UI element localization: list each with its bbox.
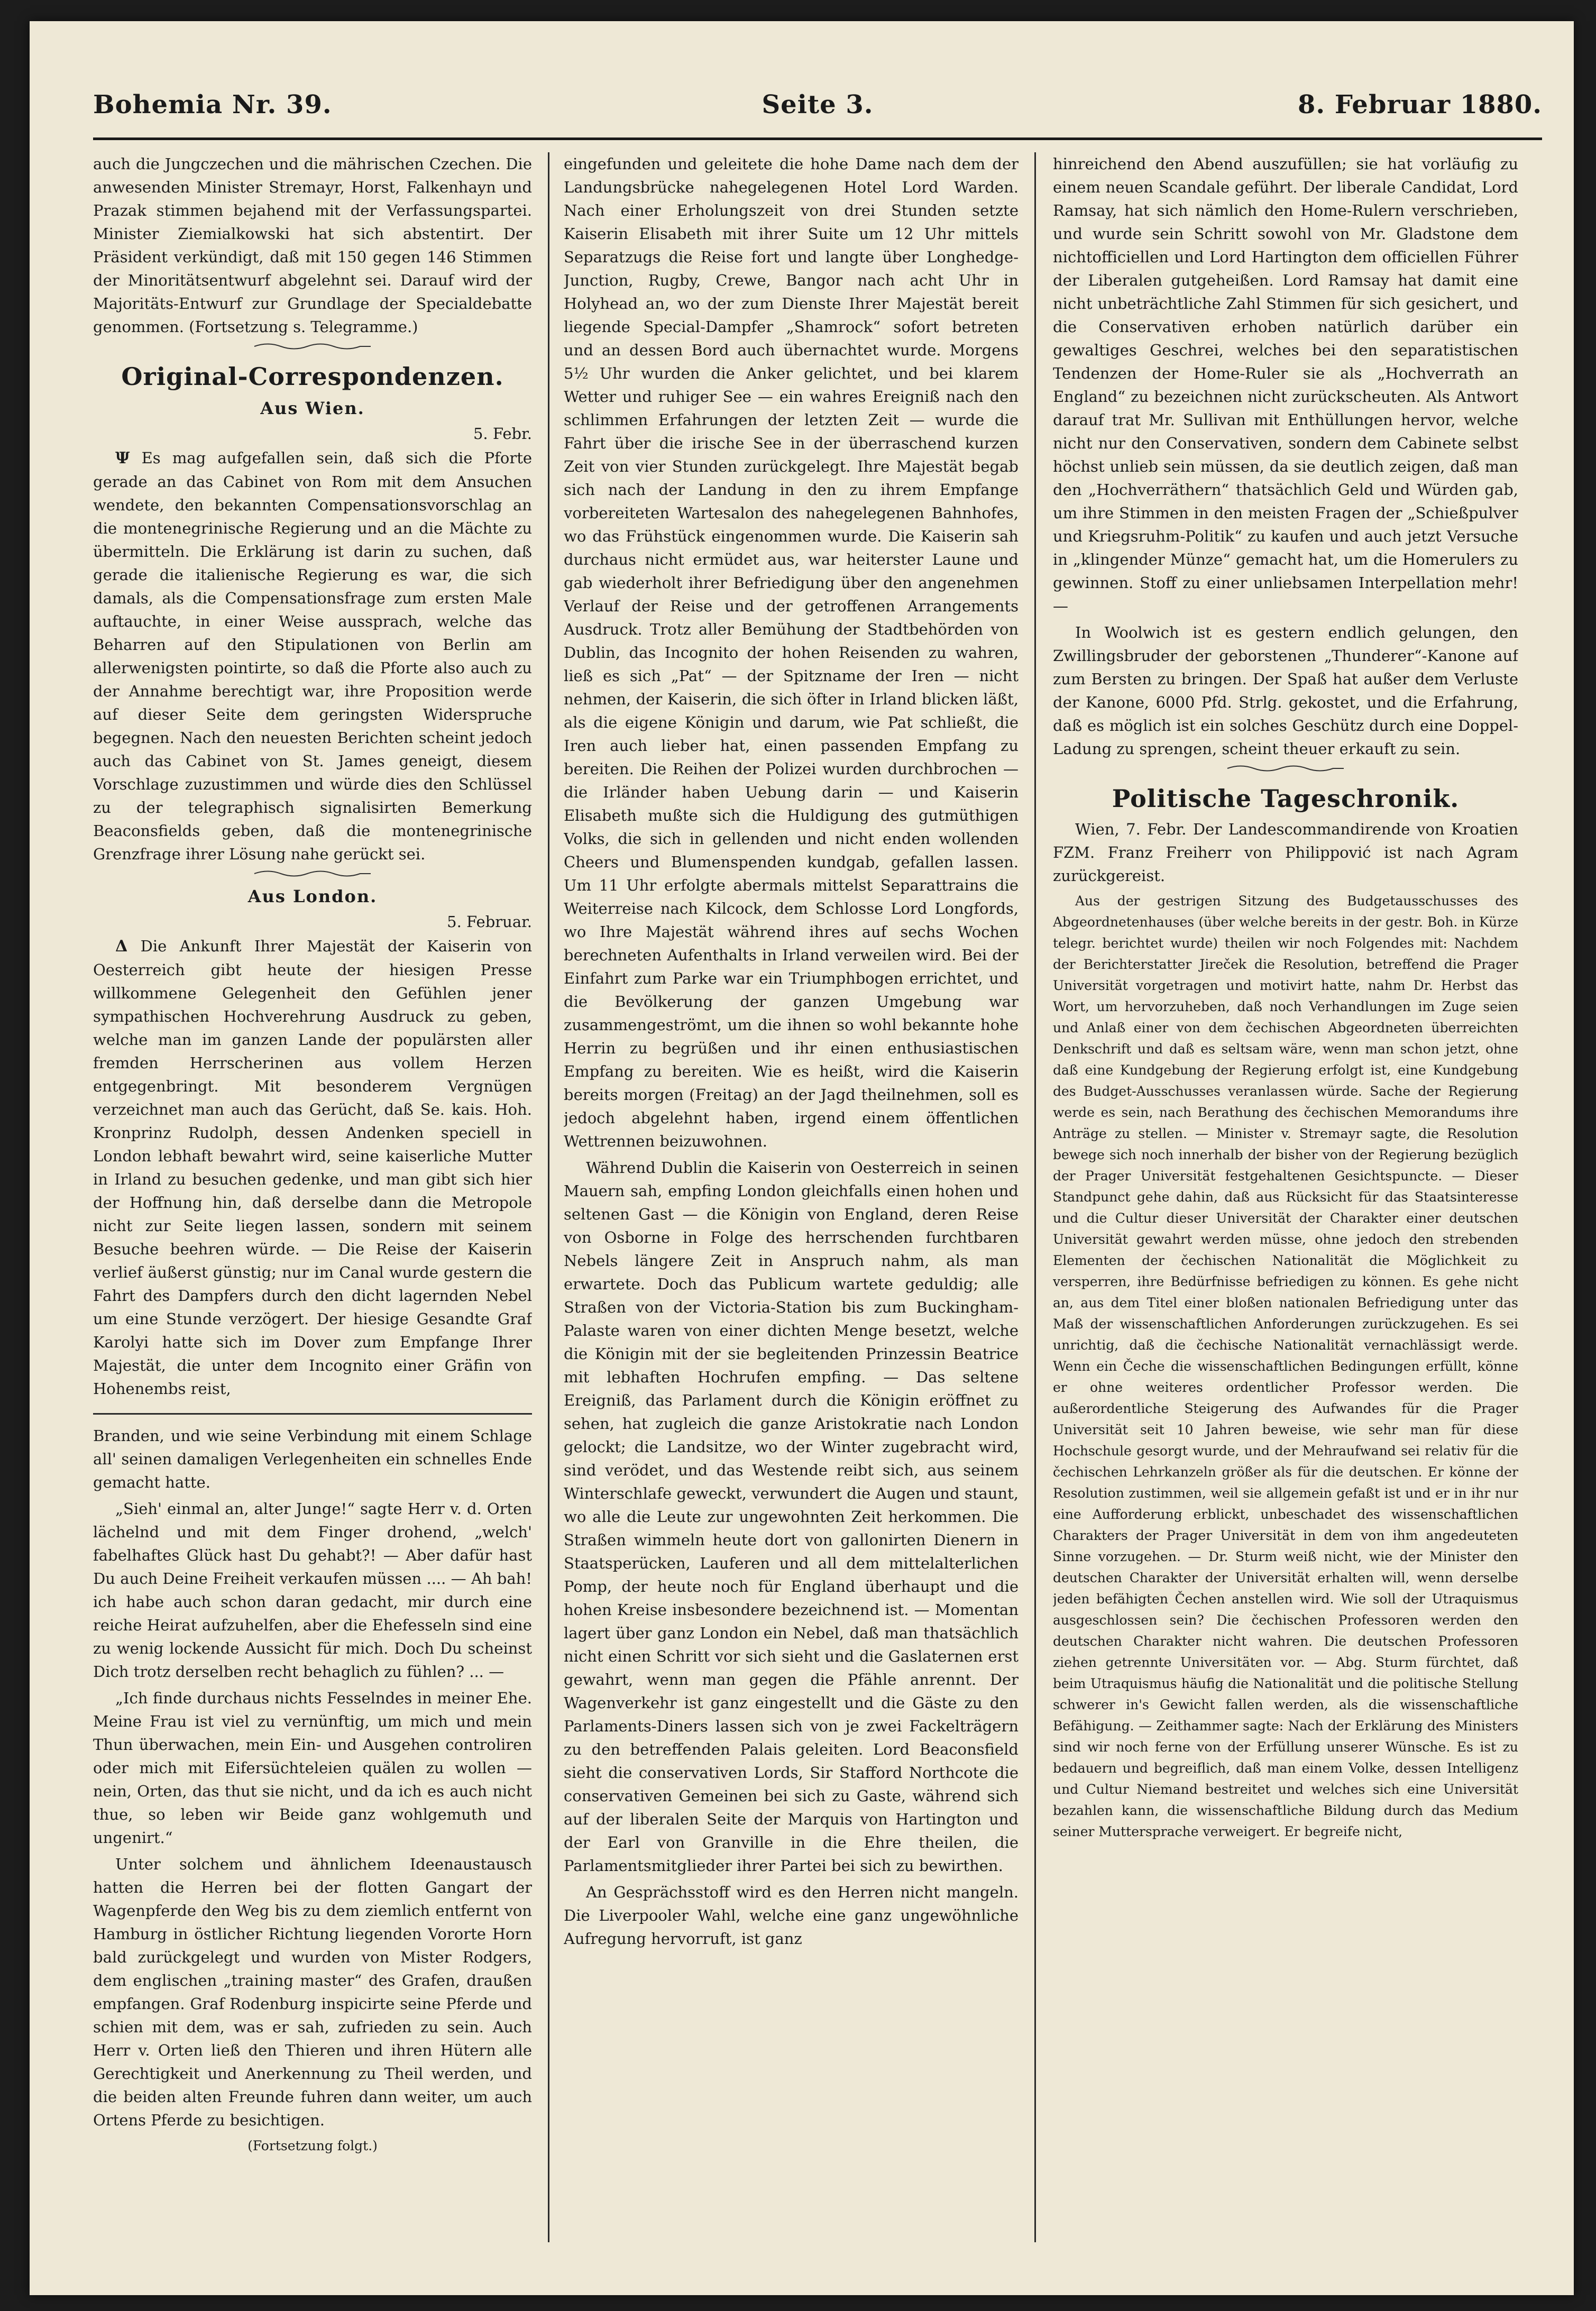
dateline-london: 5. Februar. <box>447 913 532 931</box>
column-divider-right <box>1034 152 1036 2242</box>
article-paragraph: An Gesprächsstoff wird es den Herren nicht mangeln. Die Liverpooler Wahl, welche eine ganz ungewöhnliche Aufregung hervorruft, ist ganz <box>564 1883 1019 1948</box>
article-london <box>93 934 532 1400</box>
feuilleton-paragraph: Unter solchem und ähnlichem Ideenaustausch hatten die Herren bei der flotten Gangart der Wagenpferde den Weg bis zu dem ziemlich entfernt von Hamburg in östlicher Richtung liegenden Vororte Horn bald zurückgelegt und wurden von Mister Rodgers, dem englischen „training master“ des Grafen, draußen empfangen. Graf Rodenburg inspicirte seine Pferde und schien mit dem, was er sah, zufrieden zu sein. Auch Herr v. Orten ließ den Thieren und ihren Hütern alle Gerechtigkeit und Anerkennung zu Theil werden, und die beiden alten Freunde fuhren dann weiter, um auch Ortens Pferde zu besichtigen. <box>93 1855 532 2129</box>
masthead-paper-name: Bohemia Nr. 39. <box>93 90 332 120</box>
column-left <box>93 152 532 2242</box>
correspondent-mark-wien: Ψ <box>115 449 130 467</box>
newspaper-page <box>30 21 1574 2295</box>
ornament-divider <box>252 342 373 351</box>
article-wien <box>93 446 532 866</box>
article-paragraph: hinreichend den Abend auszufüllen; sie hat vorläufig zu einem neuen Scandale geführt. Der liberale Candidat, Lord Ramsay, hat sich nämlich den Home-Rulern verschrieben, und wurde sein Schritt sowohl von Mr. Gladstone dem nichtofficiellen und Lord Hartington dem officiellen Führer der Liberalen gutgeheißen. Lord Ramsay hat damit eine nicht unbeträchtliche Zahl Stimmen für sich gesichert, und die Conservativen erhoben natürlich darüber ein gewaltiges Geschrei, welches bei den separatistischen Tendenzen der Home-Ruler sie als „Hochverrath an England“ zu bezeichnen nicht zurückscheuten. Als Antwort darauf trat Mr. Sullivan mit Enthüllungen hervor, welche nicht nur den Conservativen, sondern dem Cabinete selbst höchst unlieb sein müssen, da sie deutlich zeigen, daß man den „Hochverräthern“ thatsächlich Geld und Würden gab, um ihre Stimmen in den meisten Fragen der „Schießpulver und Kriegsruhm-Politik“ zu kaufen und auch jetzt Versuche in „klingender Münze“ gemacht hat, um die Homerulers zu gewinnen. Stoff zu einer unliebsamen Interpellation mehr! — <box>1053 155 1518 615</box>
feuilleton-paragraph: Branden, und wie seine Verbindung mit einem Schlage all' seinen damaligen Verlegenheiten ein schnelles Ende gemacht hatte. <box>93 1427 532 1491</box>
ornament-divider <box>252 869 373 878</box>
correspondent-mark-london: Δ <box>115 937 128 956</box>
masthead <box>93 90 1542 137</box>
masthead-page-number: Seite 3. <box>762 90 874 120</box>
article-paragraph: In Woolwich ist es gestern endlich gelungen, den Zwillingsbruder der geborstenen „Thunderer“-Kanone auf zum Bersten zu bringen. Der Spaß hat außer dem Verluste der Kanone, 6000 Pfd. Strlg. gekostet, und die Erfahrung, daß es möglich ist ein solches Geschütz durch eine Doppel-Ladung zu sprengen, scheint theuer erkauft zu sein. <box>1053 623 1518 758</box>
article-wien-text: Es mag aufgefallen sein, daß sich die Pforte gerade an das Cabinet von Rom mit dem Ansuchen wendete, den bekannten Compensationsvorschlag an die montenegrinische Regierung und an die Mächte zu übermitteln. Die Erklärung ist darin zu suchen, daß gerade die italienische Regierung es war, die sich damals, als die Compensationsfrage zum ersten Male auftauchte, in einer Weise aussprach, welche das Beharren auf den Stipulationen von Berlin am allerwenigsten pointirte, so daß die Pforte also auch zu der Annahme berechtigt war, ihre Proposition werde auf dieser Seite dem geringsten Widerspruche begegnen. Nach den neuesten Berichten scheint jedoch auch das Cabinet von St. James geneigt, diesem Vorschlage zuzustimmen und würde dies den Schlüssel zu der telegraphisch signalisirten Bemerkung Beaconsfields geben, daß die montenegrinische Grenzfrage ihrer Lösung nahe gerückt sei. <box>93 449 532 863</box>
article-paragraph: eingefunden und geleitete die hohe Dame nach dem der Landungsbrücke nahegelegenen Hotel Lord Warden. Nach einer Erholungszeit von drei Stunden setzte Kaiserin Elisabeth mit ihrer Suite um 12 Uhr mittels Separatzugs die Reise fort und langte über Longhedge-Junction, Rugby, Crewe, Bangor nach acht Uhr in Holyhead an, wo der zum Dienste Ihrer Majestät bereit liegende Special-Dampfer „Shamrock“ sofort betreten und an dessen Bord auch übernachtet wurde. Morgens 5½ Uhr wurden die Anker gelichtet, und bei klarem Wetter und ruhiger See — ein wahres Ereigniß nach den schlimmen Erfahrungen der letzten Zeit — wurde die Fahrt über die irische See in der überraschend kurzen Zeit von vier Stunden zurückgelegt. Ihre Majestät begab sich nach der Landung in den zu ihrem Empfange vorbereiteten Wartesalon des nahegelegenen Bahnhofes, wo das Frühstück eingenommen wurde. Die Kaiserin sah durchaus nicht ermüdet aus, war heiterster Laune und gab wiederholt ihrer Befriedigung über den angenehmen Verlauf der Reise und der getroffenen Arrangements Ausdruck. Trotz aller Bemühung der Stadtbehörden von Dublin, das Incognito der hohen Reisenden zu wahren, ließ es sich „Pat“ — der Spitzname der Iren — nicht nehmen, der Kaiserin, die sich öfter in Irland blicken läßt, als die eigene Königin und darum, wie Pat schließt, die Iren auch lieber hat, einen passenden Empfang zu bereiten. Die Reihen der Polizei wurden durchbrochen — die Irländer haben Uebung darin — und Kaiserin Elisabeth mußte sich die Huldigung des gutmüthigen Volks, die sich in gellenden und nicht enden wollenden Cheers und Blumenspenden kundgab, gefallen lassen. Um 11 Uhr erfolgte abermals mittelst Separattrains die Weiterreise nach Kilcock, dem Schlosse Lord Longfords, wo Ihre Majestät während ihres auf sechs Wochen berechneten Aufenthalts in Irland verweilen wird. Bei der Einfahrt zum Parke war ein Triumphbogen errichtet, und die Bevölkerung der ganzen Umgebung war zusammengeströmt, um die ihnen so wohl bekannte hohe Herrin zu begrüßen und ihr einen enthusiastischen Empfang zu bereiten. Wie es heißt, wird die Kaiserin bereits morgen (Freitag) an der Jagd theilnehmen, soll es jedoch abgelehnt haben, irgend einem öffentlichen Wettrennen beizuwohnen. <box>564 155 1019 1150</box>
masthead-date: 8. Februar 1880. <box>1298 90 1542 120</box>
ornament-divider <box>1225 764 1346 773</box>
article-paragraph: Während Dublin die Kaiserin von Oesterreich in seinen Mauern sah, empfing London gleichfalls einen hohen und seltenen Gast — die Königin von England, deren Reise von Osborne in Folge des herrschenden furchtbaren Nebels längere Zeit in Anspruch nahm, als man erwartete. Doch das Publicum wartete geduldig; alle Straßen von der Victoria-Station bis zum Buckingham-Palaste waren von einer dichten Menge besetzt, welche die Königin mit der sie begleitenden Prinzessin Beatrice mit lebhaften Hochrufen empfing. — Das seltene Ereigniß, das Parlament durch die Königin eröffnet zu sehen, hat zugleich die ganze Aristokratie nach London gelockt; die Landsitze, wo der Winter zugebracht wird, sind verödet, und das Westende reibt sich, aus seinem Winterschlafe geweckt, verwundert die Augen und staunt, wo alle die Leute zur ungewohnten Zeit herkommen. Die Straßen wimmeln heute dort von gallonirten Dienern in Staatsperücken, Lauferen und all dem mittelalterlichen Pomp, der heute noch für England überhaupt und die hohen Kreise insbesondere bezeichnend ist. — Momentan lagert über ganz London ein Nebel, daß man thatsächlich nicht einen Schritt vor sich sieht und die Gaslaternen erst gewahrt, wenn man gegen die Pfähle anrennt. Der Wagenverkehr ist ganz eingestellt und die Gäste zu den Parlaments-Diners lassen sich von je zwei Fackelträgern zu den betreffenden Palais geleiten. Lord Beaconsfield sieht die conservativen Lords, Sir Stafford Northcote die conservativen Gemeinen bei sich zu Gaste, während sich auf der liberalen Seite der Marquis von Hartington und der Earl von Granville in die Ehre theilen, die Parlamentsmitglieder ihrer Partei bei sich zu bewirthen. <box>564 1159 1019 1875</box>
feuilleton-rule <box>93 1413 532 1415</box>
feuilleton-continued-note: (Fortsetzung folgt.) <box>247 2138 378 2153</box>
masthead-rule <box>93 137 1542 140</box>
column-divider-left <box>548 152 549 2242</box>
column-middle <box>564 152 1019 2242</box>
section-heading-chronicle: Politische Tageschronik. <box>1112 784 1460 813</box>
chronicle-lead: Wien, 7. Febr. Der Landescommandirende von Kroatien FZM. Franz Freiherr von Philippović ist nach Agram zurückgereist. <box>1053 820 1518 885</box>
column-right <box>1053 152 1518 2242</box>
subhead-wien: Aus Wien. <box>260 398 365 418</box>
subhead-london: Aus London. <box>247 886 378 906</box>
feuilleton-paragraph: „Sieh' einmal an, alter Junge!“ sagte Herr v. d. Orten lächelnd und mit dem Finger drohend, „welch' fabelhaftes Glück hast Du gehabt?! — Aber dafür hast Du auch Deine Freiheit verkaufen müssen .... — Ah bah! ich habe auch schon daran gedacht, mir durch eine reiche Heirat aufzuhelfen, aber die Ehefesseln sind eine zu wenig lockende Aussicht für mich. Doch Du scheinst Dich trotz derselben recht behaglich zu fühlen? ... — <box>93 1500 532 1681</box>
dateline-wien: 5. Febr. <box>473 425 532 443</box>
feuilleton-paragraph: „Ich finde durchaus nichts Fesselndes in meiner Ehe. Meine Frau ist viel zu vernünftig, um mich und mein Thun überwachen, mein Ein- und Ausgehen controliren oder mich mit Eifersüchteleien quälen zu wollen — nein, Orten, das thut sie nicht, und da ich es auch nicht thue, so leben wir Beide ganz wohlgemuth und ungenirt.“ <box>93 1689 532 1847</box>
chronicle-budget-committee: Aus der gestrigen Sitzung des Budgetausschusses des Abgeordnetenhauses (über welche bereits in der gestr. Boh. in Kürze telegr. berichtet wurde) theilen wir noch Folgendes mit: Nachdem der Berichterstatter Jireček die Resolution, betreffend die Prager Universität vorgetragen und motivirt hatte, nahm Dr. Herbst das Wort, um hervorzuheben, daß noch Verhandlungen im Zuge seien und Anlaß einer von dem čechischen Abgeordneten überreichten Denkschrift und daß es seltsam wäre, wenn man schon jetzt, ohne daß eine Kundgebung der Regierung erfolgt ist, eine Kundgebung des Budget-Ausschusses veranlassen würde. Sache der Regierung werde es sein, nach Berathung des čechischen Memorandums ihre Anträge zu stellen. — Minister v. Stremayr sagte, die Resolution bewege sich noch innerhalb der bisher von der Regierung bezüglich der Prager Universität festgehaltenen Gesichtspuncte. — Dieser Standpunct gehe dahin, daß aus Rücksicht für das Staatsinteresse und die Cultur dieser Universität der Charakter einer deutschen Universität gewahrt werden müsse, ohne jedoch den strebenden Elementen der čechischen Nationalität die Möglichkeit zu versperren, ihre Bedürfnisse befriedigen zu können. Es gehe nicht an, aus dem Titel einer bloßen nationalen Befriedigung unter das Maß der wissenschaftlichen Anforderungen zurückzugehen. Es sei unrichtig, daß die čechische Nationalität vernachlässigt werde. Wenn ein Čeche die wissenschaftlichen Bedingungen erfüllt, könne er ohne weiteres ordentlicher Professor werden. Die außerordentliche Steigerung des Aufwandes für die Prager Universität seit 10 Jahren beweise, wie sehr man für diese Hochschule gesorgt wurde, und der Mehraufwand sei relativ für die čechischen Lehrkanzeln größer als für die deutschen. Er könne der Resolution zustimmen, weil sie allgemein gefaßt ist und er in ihr nur eine Aufforderung erblickt, unbeschadet des wissenschaftlichen Charakters der Prager Universität in dem von ihm angedeuteten Sinne vorzugehen. — Dr. Sturm weiß nicht, wie der Minister den deutschen Charakter der Universität erhalten will, wenn derselbe jeden befähigten Čechen anstellen wird. Wie soll der Utraquismus ausgeschlossen sein? Die čechischen Professoren werden den deutschen Charakter nicht wahren. Die deutschen Professoren ziehen getrennte Universitäten vor. — Abg. Sturm fürchtet, daß beim Utraquismus häufig die Nationalität und die politische Stellung schwerer in's Gewicht fallen werden, als die wissenschaftliche Befähigung. — Zeithammer sagte: Nach der Erklärung des Ministers sind wir noch ferne von der Erfüllung unserer Wünsche. Es ist zu bedauern und begreiflich, daß man einem Volke, dessen Intelligenz und Cultur Niemand bestreitet und welches sich eine Universität bezahlen kann, die wissenschaftliche Bildung durch das Medium seiner Muttersprache verweigert. Er begreife nicht, <box>1053 893 1518 1839</box>
article-london-text: Die Ankunft Ihrer Majestät der Kaiserin von Oesterreich gibt heute der hiesigen Presse willkommene Gelegenheit den Gefühlen jener sympathischen Hochverehrung Ausdruck zu geben, welche man im ganzen Lande der populärsten aller fremden Herrscherinen aus vollem Herzen entgegenbringt. Mit besonderem Vergnügen verzeichnet man auch das Gerücht, daß Se. kais. Hoh. Kronprinz Rudolph, dessen Andenken speciell in London lebhaft bewahrt wird, seine kaiserliche Mutter in Irland zu besuchen gedenke, und man gibt sich hier der Hoffnung hin, daß derselbe dann die Metropole nicht zur Seite liegen lassen, sondern mit seinem Besuche beehren würde. — Die Reise der Kaiserin verlief äußerst günstig; nur im Canal wurde gestern die Fahrt des Dampfers durch den dicht lagernden Nebel um eine Stunde verzögert. Der hiesige Gesandte Graf Karolyi hatte sich im Dover zum Empfange Ihrer Majestät, die unter dem Incognito einer Gräfin von Hohenembs reist, <box>93 937 532 1398</box>
section-heading-correspondence: Original-Correspondenzen. <box>121 362 504 391</box>
intro-paragraph: auch die Jungczechen und die mährischen Czechen. Die anwesenden Minister Stremayr, Horst, Falkenhayn und Prazak stimmen bejahend mit der Verfassungspartei. Minister Ziemialkowski hat sich abstentirt. Der Präsident verkündigt, daß mit 150 gegen 146 Stimmen der Minoritätsentwurf abgelehnt sei. Darauf wird der Majoritäts-Entwurf zur Grundlage der Specialdebatte genommen. (Fortsetzung s. Telegramme.) <box>93 155 532 336</box>
